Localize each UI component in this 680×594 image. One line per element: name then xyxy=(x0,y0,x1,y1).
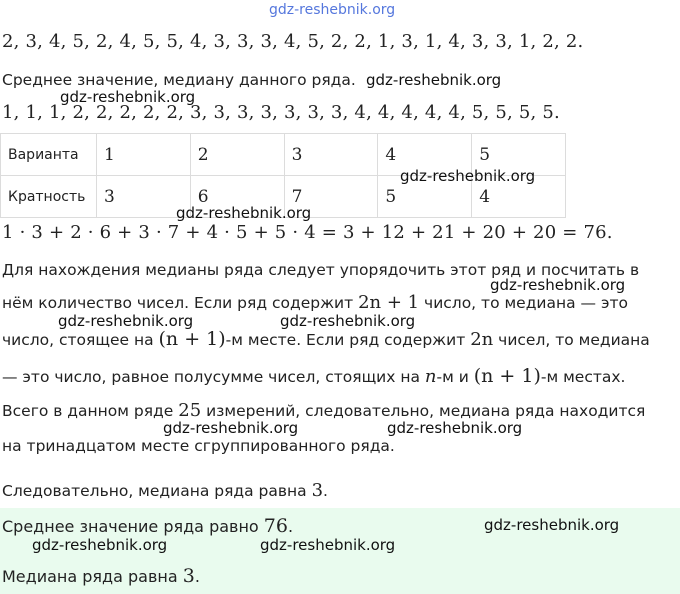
watermark: gdz-reshebnik.org xyxy=(32,536,168,554)
table-cell: 5 xyxy=(378,176,472,218)
table-cell: 1 xyxy=(97,134,191,176)
median-explanation-line: на тринадцатом месте сгруппированного ряда. xyxy=(2,437,395,455)
watermark: gdz-reshebnik.org xyxy=(490,276,626,294)
table-cell: 4 xyxy=(472,176,566,218)
watermark: gdz-reshebnik.org xyxy=(260,536,396,554)
watermark: gdz-reshebnik.org xyxy=(484,516,620,534)
table-row-header: Кратность xyxy=(1,176,97,218)
table-cell: 6 xyxy=(190,176,284,218)
watermark: gdz-reshebnik.org xyxy=(366,71,502,89)
median-explanation-line: Всего в данном ряде 25 измерений, следовательно, медиана ряда находится xyxy=(2,400,646,421)
table-row-header: Варианта xyxy=(1,134,97,176)
median-conclusion: Следовательно, медиана ряда равна 3. xyxy=(2,480,328,501)
median-explanation-line: — это число, равное полусумме чисел, стоящих на n-м и (n + 1)-м местах. xyxy=(2,365,626,387)
median-explanation-line: нём количество чисел. Если ряд содержит 2n + 1 число, то медиана — это xyxy=(2,292,628,313)
answer-median: Медиана ряда равна 3. xyxy=(2,565,200,587)
table-cell: 3 xyxy=(284,134,378,176)
answer-mean: Среднее значение ряда равно 76. xyxy=(2,515,294,537)
table-cell: 2 xyxy=(190,134,284,176)
watermark: gdz-reshebnik.org xyxy=(163,419,299,437)
table-cell: 5 xyxy=(472,134,566,176)
table-cell: 4 xyxy=(378,134,472,176)
sorted-series: 1, 1, 1, 2, 2, 2, 2, 2, 3, 3, 3, 3, 3, 3, 3, 4, 4, 4, 4, 4, 5, 5, 5, 5. xyxy=(2,102,560,123)
sum-formula: 1 · 3 + 2 · 6 + 3 · 7 + 4 · 5 + 5 · 4 = 3 + 12 + 21 + 20 + 20 = 76. xyxy=(2,222,613,243)
watermark: gdz-reshebnik.org xyxy=(280,312,416,330)
median-explanation-line: число, стоящее на (n + 1)-м месте. Если ряд содержит 2n чисел, то медиана xyxy=(2,328,650,350)
data-series: 2, 3, 4, 5, 2, 4, 5, 5, 4, 3, 3, 3, 4, 5, 2, 2, 1, 3, 1, 4, 3, 3, 1, 2, 2. xyxy=(2,31,584,52)
table-cell: 3 xyxy=(97,176,191,218)
watermark: gdz-reshebnik.org xyxy=(269,2,396,18)
watermark: gdz-reshebnik.org xyxy=(176,204,312,222)
watermark: gdz-reshebnik.org xyxy=(400,167,536,185)
median-explanation-line: Для нахождения медианы ряда следует упорядочить этот ряд и посчитать в xyxy=(2,261,640,279)
watermark: gdz-reshebnik.org xyxy=(58,312,194,330)
table-cell: 7 xyxy=(284,176,378,218)
watermark: gdz-reshebnik.org xyxy=(60,88,196,106)
task-text: Среднее значение, медиану данного ряда. xyxy=(2,71,356,89)
watermark: gdz-reshebnik.org xyxy=(387,419,523,437)
